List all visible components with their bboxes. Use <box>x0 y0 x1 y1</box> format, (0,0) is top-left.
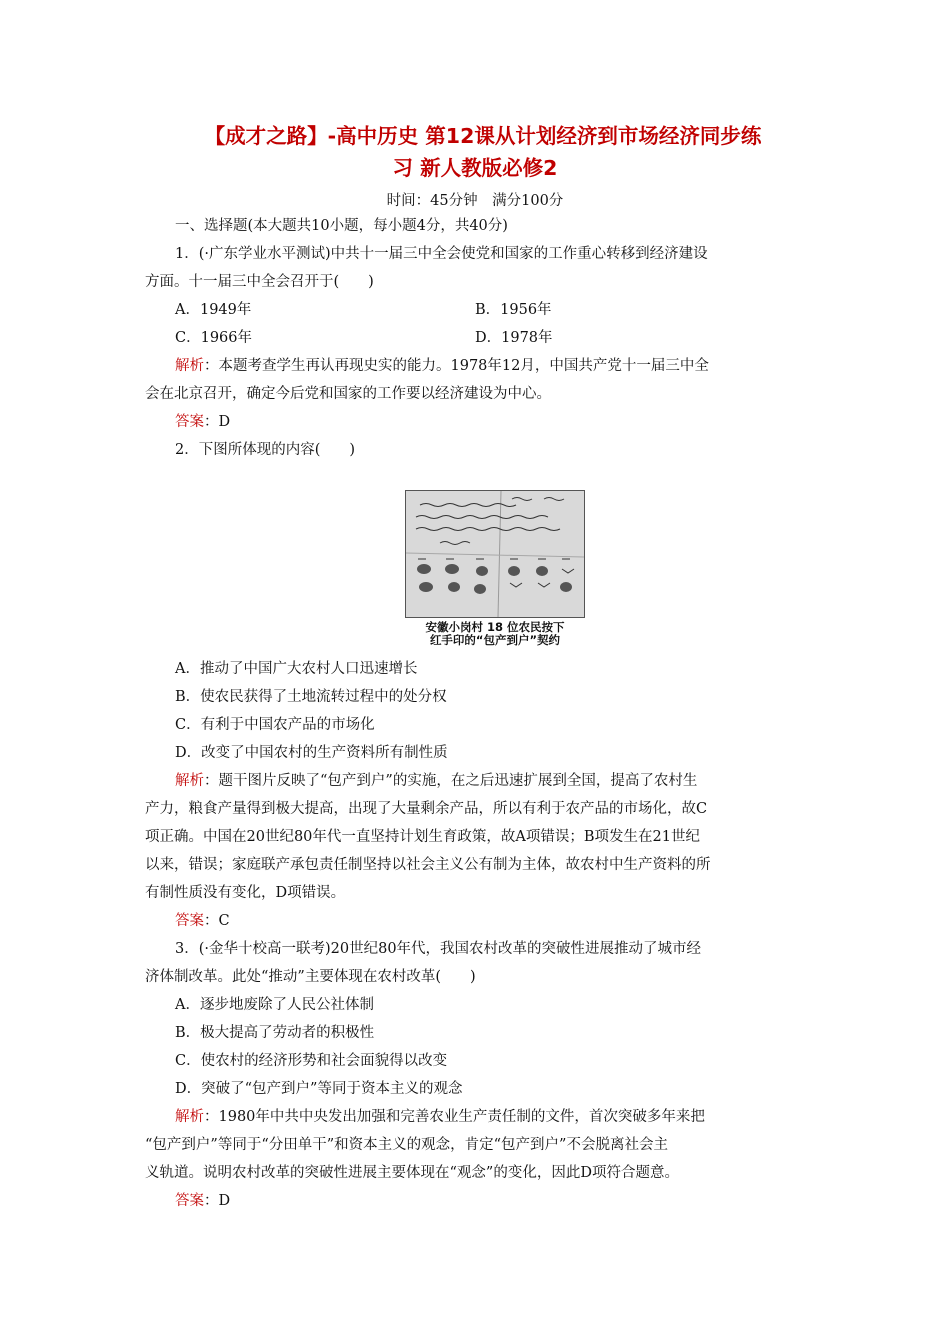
figure-caption <box>405 621 585 647</box>
q2-analysis-line-3: 项正确。中国在20世纪80年代一直坚持计划生育政策，故A项错误；B项发生在21世纪 <box>145 829 700 845</box>
contract-figure <box>405 490 585 647</box>
time-score-info: 时间：45分钟 满分100分 <box>386 193 564 209</box>
figure-caption-line-2: 红手印的“包产到户”契约 <box>429 633 561 647</box>
q3-analysis-label: 解析 <box>175 1109 204 1125</box>
q2-analysis-line-2: 产力，粮食产量得到极大提高，出现了大量剩余产品，所以有利于农产品的市场化，故C <box>145 801 708 817</box>
title-line-1: 【成才之路】-高中历史 第12课从计划经济到市场经济同步练 <box>204 124 762 148</box>
q3-option-c: C．使农村的经济形势和社会面貌得以改变 <box>175 1053 448 1069</box>
q3-analysis-line-2: “包产到户”等同于“分田单干”和资本主义的观念，肯定“包产到户”不会脱离社会主 <box>145 1137 668 1153</box>
q2-analysis-line-1 <box>145 767 805 795</box>
q1-answer <box>145 408 805 436</box>
q3-option-d: D．突破了“包产到户”等同于资本主义的观念 <box>175 1081 463 1097</box>
q2-analysis-text-1: ：题干图片反映了“包产到户”的实施，在之后迅速扩展到全国，提高了农村生 <box>204 773 698 789</box>
q2-answer-value: ：C <box>204 913 230 929</box>
q1-analysis-line-1 <box>145 352 805 380</box>
q2-analysis-line-4: 以来，错误；家庭联产承包责任制坚持以社会主义公有制为主体，故农村中生产资料的所 <box>145 857 711 873</box>
q3-stem-line-1: 3．(·金华十校高一联考)20世纪80年代，我国农村改革的突破性进展推动了城市经 <box>175 941 702 957</box>
q2-stem: 2．下图所体现的内容( ) <box>175 442 356 458</box>
q1-option-a: A．1949年 <box>175 302 252 318</box>
q2-option-c: C．有利于中国农产品的市场化 <box>175 717 375 733</box>
q2-option-b: B．使农民获得了土地流转过程中的处分权 <box>175 689 447 705</box>
q3-option-a: A．逐步地废除了人民公社体制 <box>175 997 374 1013</box>
q1-analysis-text-1: ：本题考查学生再认再现史实的能力。1978年12月，中国共产党十一届三中全 <box>204 358 709 374</box>
q1-answer-value: ：D <box>204 414 231 430</box>
document-body <box>145 212 805 1215</box>
q3-analysis-line-3: 义轨道。说明农村改革的突破性进展主要体现在“观念”的变化，因此D项符合题意。 <box>145 1165 679 1181</box>
q1-options-row-1 <box>145 296 805 324</box>
section-heading: 一、选择题(本大题共10小题，每小题4分，共40分) <box>175 218 508 234</box>
q1-analysis-line-2: 会在北京召开，确定今后党和国家的工作要以经济建设为中心。 <box>145 386 551 402</box>
title-line-2: 习 新人教版必修2 <box>392 156 558 180</box>
q3-stem-line-2: 济体制改革。此处“推动”主要体现在农村改革( ) <box>145 969 476 985</box>
document-title <box>145 120 805 184</box>
q1-option-d: D．1978年 <box>475 330 553 346</box>
q3-answer <box>145 1187 805 1215</box>
q1-options-row-2 <box>145 324 805 352</box>
q1-option-b: B．1956年 <box>475 302 552 318</box>
q2-analysis-line-5: 有制性质没有变化，D项错误。 <box>145 885 346 901</box>
q2-option-d: D．改变了中国农村的生产资料所有制性质 <box>175 745 448 761</box>
q3-answer-value: ：D <box>204 1193 231 1209</box>
q1-analysis-label: 解析 <box>175 358 204 374</box>
contract-photo <box>405 490 585 618</box>
q2-option-a: A．推动了中国广大农村人口迅速增长 <box>175 661 418 677</box>
q1-stem-line-2: 方面。十一届三中全会召开于( ) <box>145 274 374 290</box>
q3-analysis-line-1 <box>145 1103 805 1131</box>
q3-answer-label: 答案 <box>175 1193 204 1209</box>
q3-analysis-text-1: ：1980年中共中央发出加强和完善农业生产责任制的文件，首次突破多年来把 <box>204 1109 705 1125</box>
q1-answer-label: 答案 <box>175 414 204 430</box>
q2-analysis-label: 解析 <box>175 773 204 789</box>
q1-option-c: C．1966年 <box>175 330 252 346</box>
q3-option-b: B．极大提高了劳动者的积极性 <box>175 1025 375 1041</box>
q2-answer-label: 答案 <box>175 913 204 929</box>
q2-answer <box>145 907 805 935</box>
contract-photo-image <box>406 491 584 617</box>
figure-caption-line-1: 安徽小岗村 18 位农民按下 <box>425 620 565 634</box>
q1-stem-line-1: 1．(·广东学业水平测试)中共十一届三中全会使党和国家的工作重心转移到经济建设 <box>175 246 708 262</box>
